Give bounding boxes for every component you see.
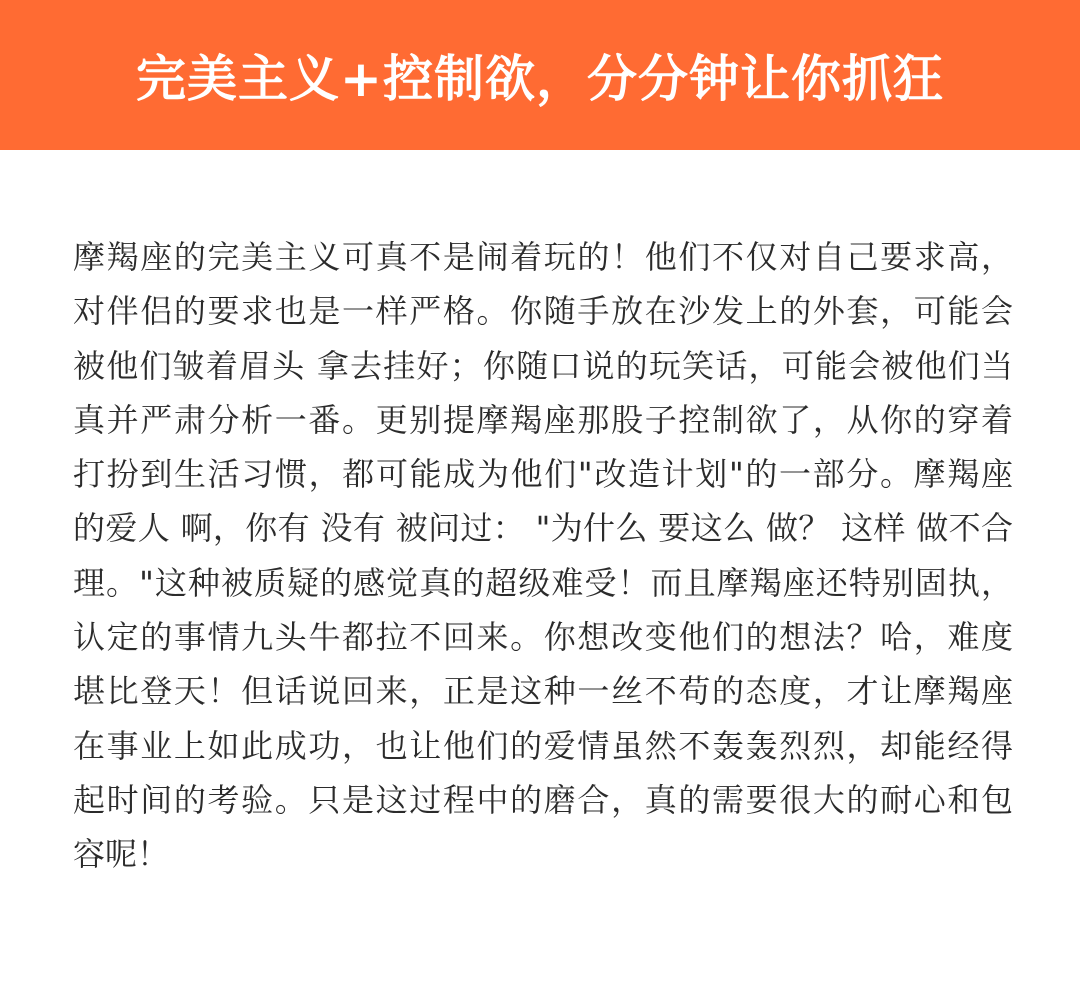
article-line-2: 对伴侣的要求也是一样严格。你随手放在沙发上的外套，可能会 bbox=[73, 292, 1013, 331]
header-banner bbox=[0, 0, 1080, 150]
article-line-6: 的爱人 啊，你有 没有 被问过： "为什么 要这么 做？ 这样 做不合 bbox=[73, 509, 1013, 548]
article-line-9: 堪比登天！但话说回来，正是这种一丝不苟的态度，才让摩羯座 bbox=[73, 672, 1013, 711]
page-title: 完美主义+控制欲，分分钟让你抓狂 bbox=[136, 50, 944, 108]
article-line-7: 理。"这种被质疑的感觉真的超级难受！而且摩羯座还特别固执， bbox=[73, 563, 1013, 602]
article-line-5: 打扮到生活习惯，都可能成为他们"改造计划"的一部分。摩羯座 bbox=[73, 455, 1013, 494]
article-line-11: 起时间的考验。只是这过程中的磨合，真的需要很大的耐心和包 bbox=[73, 780, 1013, 819]
article-line-10: 在事业上如此成功，也让他们的爱情虽然不轰轰烈烈，却能经得 bbox=[73, 726, 1013, 765]
article-line-4: 真并严肃分析一番。更别提摩羯座那股子控制欲了，从你的穿着 bbox=[73, 400, 1013, 439]
article-line-3: 被他们皱着眉头 拿去挂好；你随口说的玩笑话，可能会被他们当 bbox=[73, 346, 1013, 385]
article-line-12: 容呢！ bbox=[73, 835, 170, 874]
article-line-8: 认定的事情九头牛都拉不回来。你想改变他们的想法？哈，难度 bbox=[73, 618, 1013, 657]
article-line-1: 摩羯座的完美主义可真不是闹着玩的！他们不仅对自己要求高， bbox=[73, 238, 1013, 276]
article-body bbox=[73, 230, 1013, 882]
